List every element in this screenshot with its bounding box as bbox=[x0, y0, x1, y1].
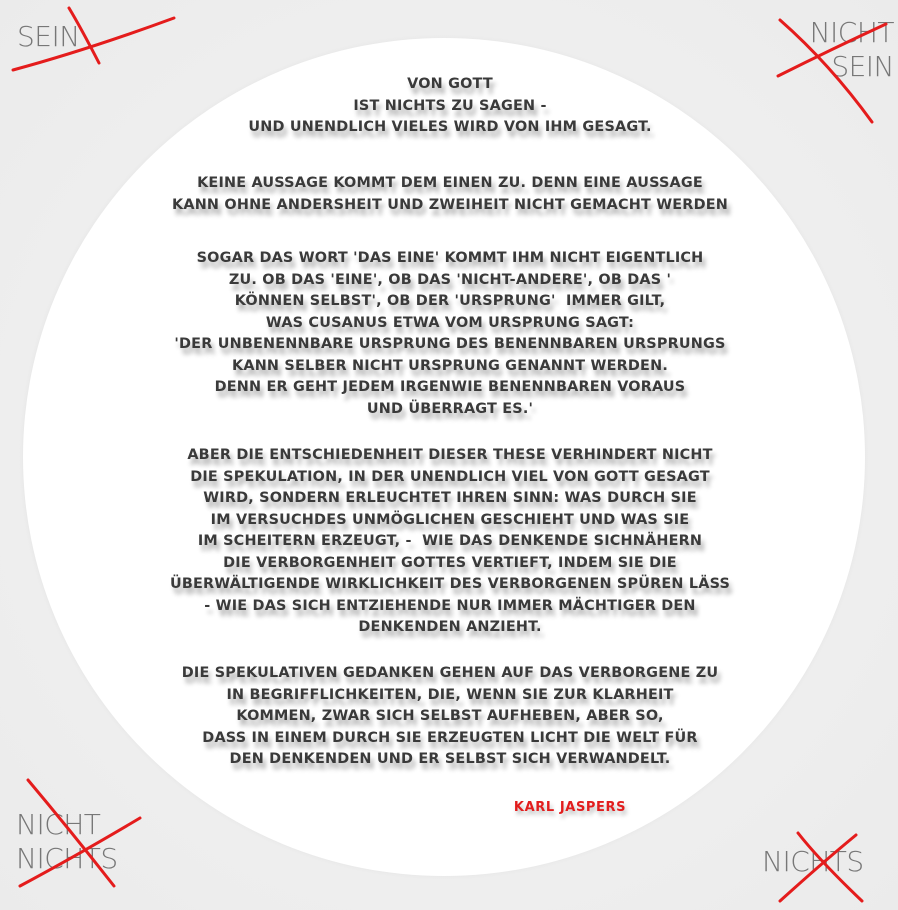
text-line: DEN DENKENDEN UND ER SELBST SICH VERWANDELT. bbox=[229, 751, 671, 767]
text-line: DIE SPEKULATION, IN DER UNENDLICH VIEL VON GOTT GESAGT bbox=[190, 468, 710, 485]
text-line: DIE VERBORGENHEIT GOTTES VERTIEFT, INDEM SIE DIE bbox=[223, 554, 677, 571]
text-line: VON GOTT bbox=[407, 76, 493, 92]
corner-top-left bbox=[17, 20, 177, 80]
author-signature: KARL JASPERS bbox=[513, 800, 627, 815]
corner-word: SEIN bbox=[831, 49, 894, 83]
text-line: ABER DIE ENTSCHIEDENHEIT DIESER THESE VERHINDERT NICHT bbox=[187, 447, 713, 463]
red-cross-strike bbox=[17, 20, 177, 80]
text-line: 'DER UNBENENNBARE URSPRUNG DES BENENNBAREN URSPRUNGS bbox=[174, 336, 726, 352]
text-line: DASS IN EINEM DURCH SIE ERZEUGTEN LICHT DIE WELT FÜR bbox=[202, 729, 698, 746]
text-line: WAS CUSANUS ETWA VOM URSPRUNG SAGT: bbox=[265, 314, 635, 331]
text-line: WIRD, SONDERN ERLEUCHTET IHREN SINN: WAS DURCH SIE bbox=[203, 490, 697, 506]
red-cross-strike bbox=[16, 808, 146, 898]
corner-word: NICHTS bbox=[762, 845, 864, 878]
paragraph-4 bbox=[100, 445, 800, 639]
red-cross-strike bbox=[762, 845, 892, 905]
text-line: - WIE DAS SICH ENTZIEHENDE NUR IMMER MÄCHTIGER DEN bbox=[204, 597, 696, 614]
text-line: KANN OHNE ANDERSHEIT UND ZWEIHEIT NICHT GEMACHT WERDEN bbox=[172, 196, 728, 213]
text-line: SOGAR DAS WORT 'DAS EINE' KOMMT IHM NICHT EIGENTLICH bbox=[196, 250, 704, 266]
text-line: KANN SELBER NICHT URSPRUNG GENANNT WERDEN. bbox=[232, 357, 668, 374]
corner-bottom-right bbox=[762, 845, 892, 905]
text-line: ÜBERWÄLTIGENDE WIRKLICHKEIT DES VERBORGENEN SPÜREN LÄSS bbox=[169, 576, 731, 592]
text-line: DENN ER GEHT JEDEM IRGENWIE BENENNBAREN VORAUS bbox=[214, 379, 686, 395]
text-line: ZU. OB DAS 'EINE', OB DAS 'NICHT-ANDERE', OB DAS ' bbox=[228, 271, 672, 288]
text-line: IM SCHEITERN ERZEUGT, - WIE DAS DENKENDE SICHNÄHERN bbox=[197, 533, 703, 549]
text-line: UND UNENDLICH VIELES WIRD VON IHM GESAGT. bbox=[248, 119, 652, 135]
corner-word: SEIN bbox=[17, 20, 80, 53]
corner-word: NICHT bbox=[809, 16, 894, 49]
text-line: KÖNNEN SELBST', OB DER 'URSPRUNG' IMMER GILT, bbox=[234, 293, 666, 309]
corner-word: NICHTS bbox=[16, 841, 118, 875]
paragraph-2 bbox=[100, 173, 800, 216]
text-line: DENKENDEN ANZIEHT. bbox=[358, 619, 542, 635]
corner-word: NICHT bbox=[16, 808, 101, 841]
text-line: IST NICHTS ZU SAGEN - bbox=[353, 97, 547, 114]
text-line: DIE SPEKULATIVEN GEDANKEN GEHEN AUF DAS VERBORGENE ZU bbox=[181, 665, 719, 681]
paragraph-5 bbox=[100, 663, 800, 771]
text-line: UND ÜBERRAGT ES.' bbox=[366, 400, 534, 417]
corner-bottom-left bbox=[16, 808, 146, 898]
text-line: IM VERSUCHDES UNMÖGLICHEN GESCHIEHT UND WAS SIE bbox=[210, 511, 690, 528]
paragraph-1 bbox=[100, 74, 800, 139]
text-line: KOMMEN, ZWAR SICH SELBST AUFHEBEN, ABER SO, bbox=[236, 708, 664, 724]
text-line: IN BEGRIFFLICHKEITEN, DIE, WENN SIE ZUR KLARHEIT bbox=[226, 686, 674, 703]
paragraph-3 bbox=[100, 248, 800, 420]
text-line: KEINE AUSSAGE KOMMT DEM EINEN ZU. DENN EINE AUSSAGE bbox=[197, 175, 703, 191]
